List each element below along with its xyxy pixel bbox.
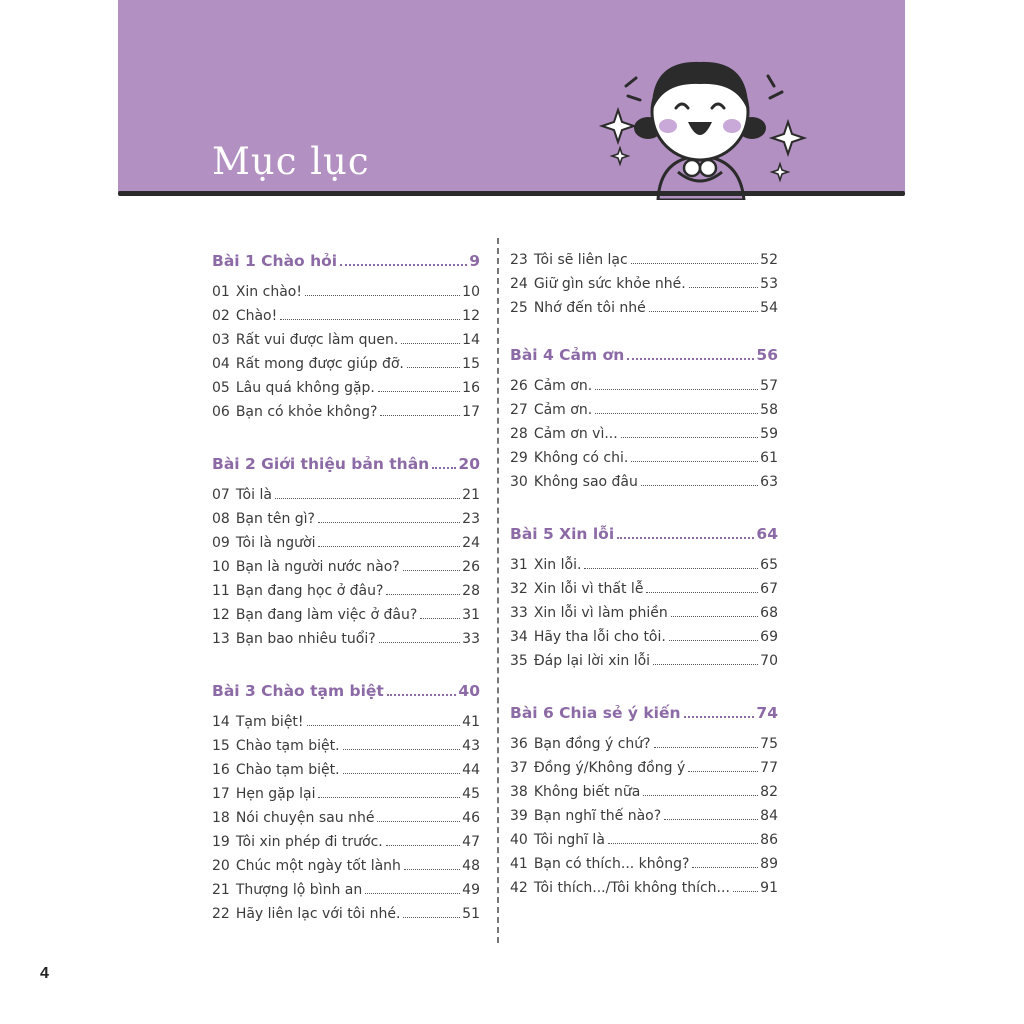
toc-entry[interactable] bbox=[212, 300, 480, 324]
toc-section bbox=[510, 338, 778, 490]
toc-entry[interactable] bbox=[510, 370, 778, 394]
entry-number: 35 bbox=[510, 653, 528, 669]
entry-number: 24 bbox=[510, 276, 528, 292]
toc-entry[interactable] bbox=[510, 418, 778, 442]
entry-title: Tôi là người bbox=[235, 535, 316, 551]
toc-entry[interactable] bbox=[212, 575, 480, 599]
toc-section bbox=[510, 517, 778, 669]
entry-number: 10 bbox=[212, 559, 230, 575]
toc-entry[interactable] bbox=[510, 848, 778, 872]
entry-page: 44 bbox=[462, 762, 480, 778]
dot-leader bbox=[380, 415, 460, 416]
entry-page: 14 bbox=[462, 332, 480, 348]
toc-section-heading[interactable] bbox=[510, 517, 778, 543]
dot-leader bbox=[595, 413, 758, 414]
dot-leader bbox=[318, 522, 460, 523]
toc-column-right bbox=[510, 244, 778, 896]
entry-number: 06 bbox=[212, 404, 230, 420]
entry-page: 52 bbox=[760, 252, 778, 268]
entry-page: 48 bbox=[462, 858, 480, 874]
entry-title: Xin lỗi vì làm phiền bbox=[533, 605, 668, 621]
entry-page: 16 bbox=[462, 380, 480, 396]
entry-number: 19 bbox=[212, 834, 230, 850]
dot-leader bbox=[365, 893, 460, 894]
toc-entry[interactable] bbox=[212, 599, 480, 623]
toc-entry[interactable] bbox=[212, 778, 480, 802]
entry-number: 30 bbox=[510, 474, 528, 490]
entry-title: Hãy liên lạc với tôi nhé. bbox=[235, 906, 401, 922]
entry-title: Tạm biệt! bbox=[235, 714, 304, 730]
entry-number: 13 bbox=[212, 631, 230, 647]
section-title: Bài 1 Chào hỏi bbox=[212, 252, 338, 270]
dot-leader bbox=[627, 358, 754, 360]
entry-number: 16 bbox=[212, 762, 230, 778]
entry-number: 42 bbox=[510, 880, 528, 896]
entry-title: Bạn có khỏe không? bbox=[235, 404, 378, 420]
entry-title: Bạn nghĩ thế nào? bbox=[533, 808, 662, 824]
entry-number: 40 bbox=[510, 832, 528, 848]
entry-title: Không sao đâu bbox=[533, 474, 638, 490]
toc-entry[interactable] bbox=[510, 549, 778, 573]
entry-page: 53 bbox=[760, 276, 778, 292]
entry-number: 29 bbox=[510, 450, 528, 466]
entry-page: 17 bbox=[462, 404, 480, 420]
dot-leader bbox=[684, 716, 755, 718]
toc-entry[interactable] bbox=[510, 597, 778, 621]
dot-leader bbox=[403, 917, 460, 918]
entry-title: Tôi nghĩ là bbox=[533, 832, 605, 848]
entry-number: 34 bbox=[510, 629, 528, 645]
entry-page: 28 bbox=[462, 583, 480, 599]
entry-number: 07 bbox=[212, 487, 230, 503]
dot-leader bbox=[631, 461, 758, 462]
dot-leader bbox=[649, 311, 758, 312]
dot-leader bbox=[631, 263, 758, 264]
dot-leader bbox=[617, 537, 754, 539]
toc-entry[interactable] bbox=[212, 874, 480, 898]
section-page: 40 bbox=[458, 682, 480, 700]
entry-title: Rất vui được làm quen. bbox=[235, 332, 399, 348]
dot-leader bbox=[343, 749, 461, 750]
entry-page: 89 bbox=[760, 856, 778, 872]
section-title: Bài 5 Xin lỗi bbox=[510, 525, 615, 543]
toc-entry[interactable] bbox=[510, 645, 778, 669]
entry-title: Cảm ơn. bbox=[533, 378, 593, 394]
dot-leader bbox=[404, 869, 460, 870]
dot-leader bbox=[407, 367, 460, 368]
cheerful-girl-mascot-icon bbox=[588, 30, 813, 200]
entry-title: Rất mong được giúp đỡ. bbox=[235, 356, 404, 372]
toc-entry[interactable] bbox=[212, 396, 480, 420]
toc-entry[interactable] bbox=[212, 551, 480, 575]
column-divider bbox=[497, 238, 499, 943]
entry-title: Bạn bao nhiêu tuổi? bbox=[235, 631, 376, 647]
entry-number: 17 bbox=[212, 786, 230, 802]
dot-leader bbox=[377, 821, 460, 822]
dot-leader bbox=[621, 437, 758, 438]
dot-leader bbox=[386, 845, 460, 846]
dot-leader bbox=[343, 773, 461, 774]
toc-entry[interactable] bbox=[212, 348, 480, 372]
section-page: 74 bbox=[756, 704, 778, 722]
entry-number: 39 bbox=[510, 808, 528, 824]
dot-leader bbox=[386, 594, 460, 595]
sparkle-icon bbox=[612, 148, 628, 164]
entry-title: Tôi là bbox=[235, 487, 272, 503]
entry-page: 59 bbox=[760, 426, 778, 442]
entry-number: 18 bbox=[212, 810, 230, 826]
entry-page: 77 bbox=[760, 760, 778, 776]
dot-leader bbox=[689, 287, 758, 288]
toc-entry[interactable] bbox=[510, 268, 778, 292]
entry-title: Tôi thích.../Tôi không thích... bbox=[533, 880, 730, 896]
entry-number: 38 bbox=[510, 784, 528, 800]
entry-title: Chào! bbox=[235, 308, 278, 324]
sparkle-icon bbox=[602, 110, 634, 142]
book-page bbox=[118, 0, 905, 1024]
entry-page: 46 bbox=[462, 810, 480, 826]
dot-leader bbox=[671, 616, 758, 617]
toc-section-continued bbox=[510, 244, 778, 316]
toc-section-heading[interactable] bbox=[212, 674, 480, 700]
entry-number: 26 bbox=[510, 378, 528, 394]
entry-title: Bạn có thích... không? bbox=[533, 856, 690, 872]
entry-title: Giữ gìn sức khỏe nhé. bbox=[533, 276, 686, 292]
dot-leader bbox=[688, 771, 758, 772]
section-title: Bài 3 Chào tạm biệt bbox=[212, 682, 384, 700]
dot-leader bbox=[432, 467, 456, 469]
dot-leader bbox=[692, 867, 758, 868]
toc-entry[interactable] bbox=[510, 466, 778, 490]
entry-title: Xin chào! bbox=[235, 284, 302, 300]
entry-page: 10 bbox=[462, 284, 480, 300]
toc-entry[interactable] bbox=[510, 872, 778, 896]
entry-page: 68 bbox=[760, 605, 778, 621]
entry-page: 23 bbox=[462, 511, 480, 527]
section-page: 64 bbox=[756, 525, 778, 543]
entry-page: 58 bbox=[760, 402, 778, 418]
dot-leader bbox=[584, 568, 758, 569]
section-page: 20 bbox=[458, 455, 480, 473]
entry-number: 04 bbox=[212, 356, 230, 372]
entry-title: Bạn đang học ở đâu? bbox=[235, 583, 384, 599]
entry-number: 36 bbox=[510, 736, 528, 752]
dot-leader bbox=[387, 694, 457, 696]
entry-number: 03 bbox=[212, 332, 230, 348]
toc-entry[interactable] bbox=[212, 527, 480, 551]
toc-section bbox=[212, 674, 480, 922]
section-page: 56 bbox=[756, 346, 778, 364]
section-title: Bài 6 Chia sẻ ý kiến bbox=[510, 704, 681, 722]
entry-page: 49 bbox=[462, 882, 480, 898]
entry-page: 82 bbox=[760, 784, 778, 800]
entry-title: Bạn tên gì? bbox=[235, 511, 315, 527]
entry-title: Hẹn gặp lại bbox=[235, 786, 316, 802]
entry-page: 67 bbox=[760, 581, 778, 597]
entry-number: 12 bbox=[212, 607, 230, 623]
entry-number: 09 bbox=[212, 535, 230, 551]
entry-number: 20 bbox=[212, 858, 230, 874]
dot-leader bbox=[379, 642, 461, 643]
section-title: Bài 4 Cảm ơn bbox=[510, 346, 625, 364]
toc-section bbox=[510, 696, 778, 896]
entry-page: 43 bbox=[462, 738, 480, 754]
entry-number: 33 bbox=[510, 605, 528, 621]
entry-page: 65 bbox=[760, 557, 778, 573]
dot-leader bbox=[307, 725, 461, 726]
entry-page: 51 bbox=[462, 906, 480, 922]
entry-page: 63 bbox=[760, 474, 778, 490]
dot-leader bbox=[318, 797, 460, 798]
section-title: Bài 2 Giới thiệu bản thân bbox=[212, 455, 430, 473]
toc-entry[interactable] bbox=[212, 826, 480, 850]
toc-column-left bbox=[212, 244, 480, 922]
dot-leader bbox=[643, 795, 758, 796]
dot-leader bbox=[378, 391, 460, 392]
entry-page: 70 bbox=[760, 653, 778, 669]
header-underline bbox=[118, 191, 905, 196]
entry-number: 25 bbox=[510, 300, 528, 316]
entry-title: Xin lỗi. bbox=[533, 557, 582, 573]
entry-number: 41 bbox=[510, 856, 528, 872]
dot-leader bbox=[641, 485, 758, 486]
entry-page: 24 bbox=[462, 535, 480, 551]
dot-leader bbox=[664, 819, 758, 820]
dot-leader bbox=[420, 618, 460, 619]
dot-leader bbox=[595, 389, 758, 390]
toc-entry[interactable] bbox=[510, 442, 778, 466]
entry-page: 12 bbox=[462, 308, 480, 324]
header-banner bbox=[118, 0, 905, 192]
toc-entry[interactable] bbox=[212, 802, 480, 826]
dot-leader bbox=[275, 498, 460, 499]
entry-page: 61 bbox=[760, 450, 778, 466]
entry-page: 45 bbox=[462, 786, 480, 802]
toc-section-heading[interactable] bbox=[510, 696, 778, 722]
dot-leader bbox=[403, 570, 460, 571]
entry-number: 28 bbox=[510, 426, 528, 442]
entry-number: 31 bbox=[510, 557, 528, 573]
entry-page: 86 bbox=[760, 832, 778, 848]
dot-leader bbox=[340, 264, 467, 266]
dot-leader bbox=[280, 319, 460, 320]
entry-title: Không biết nữa bbox=[533, 784, 641, 800]
entry-page: 91 bbox=[760, 880, 778, 896]
toc-entry[interactable] bbox=[212, 898, 480, 922]
entry-title: Nói chuyện sau nhé bbox=[235, 810, 375, 826]
entry-number: 14 bbox=[212, 714, 230, 730]
entry-number: 32 bbox=[510, 581, 528, 597]
entry-page: 31 bbox=[462, 607, 480, 623]
toc-entry[interactable] bbox=[510, 728, 778, 752]
dot-leader bbox=[733, 891, 758, 892]
entry-title: Đồng ý/Không đồng ý bbox=[533, 760, 686, 776]
entry-page: 15 bbox=[462, 356, 480, 372]
toc-entry[interactable] bbox=[212, 850, 480, 874]
sparkle-icon bbox=[772, 122, 804, 154]
toc-section bbox=[212, 244, 480, 420]
entry-page: 75 bbox=[760, 736, 778, 752]
entry-title: Cảm ơn. bbox=[533, 402, 593, 418]
entry-title: Nhớ đến tôi nhé bbox=[533, 300, 646, 316]
dot-leader bbox=[653, 664, 758, 665]
toc-entry[interactable] bbox=[510, 244, 778, 268]
dot-leader bbox=[654, 747, 759, 748]
entry-number: 27 bbox=[510, 402, 528, 418]
toc-entry[interactable] bbox=[510, 800, 778, 824]
entry-number: 22 bbox=[212, 906, 230, 922]
toc-entry[interactable] bbox=[212, 324, 480, 348]
toc-entry[interactable] bbox=[212, 754, 480, 778]
entry-number: 02 bbox=[212, 308, 230, 324]
entry-page: 84 bbox=[760, 808, 778, 824]
page-title: Mục lục bbox=[212, 140, 370, 183]
toc-entry[interactable] bbox=[212, 503, 480, 527]
toc-entry[interactable] bbox=[510, 621, 778, 645]
dot-leader bbox=[646, 592, 758, 593]
toc-entry[interactable] bbox=[212, 730, 480, 754]
entry-title: Lâu quá không gặp. bbox=[235, 380, 375, 396]
toc-entry[interactable] bbox=[510, 573, 778, 597]
dot-leader bbox=[401, 343, 460, 344]
toc-entry[interactable] bbox=[212, 372, 480, 396]
entry-page: 57 bbox=[760, 378, 778, 394]
entry-number: 08 bbox=[212, 511, 230, 527]
dot-leader bbox=[318, 546, 460, 547]
entry-number: 23 bbox=[510, 252, 528, 268]
section-page: 9 bbox=[469, 252, 480, 270]
sparkle-icon bbox=[772, 164, 788, 180]
page-number: 4 bbox=[40, 965, 49, 982]
entry-title: Chào tạm biệt. bbox=[235, 738, 340, 754]
entry-page: 33 bbox=[462, 631, 480, 647]
dot-leader bbox=[669, 640, 758, 641]
entry-title: Bạn là người nước nào? bbox=[235, 559, 400, 575]
toc-entry[interactable] bbox=[510, 394, 778, 418]
entry-page: 41 bbox=[462, 714, 480, 730]
toc-section-heading[interactable] bbox=[212, 447, 480, 473]
toc-section-heading[interactable] bbox=[212, 244, 480, 270]
entry-title: Tôi xin phép đi trước. bbox=[235, 834, 383, 850]
entry-title: Chúc một ngày tốt lành bbox=[235, 858, 401, 874]
toc-entry[interactable] bbox=[510, 292, 778, 316]
entry-number: 11 bbox=[212, 583, 230, 599]
entry-title: Xin lỗi vì thất lễ bbox=[533, 581, 644, 597]
entry-title: Bạn đang làm việc ở đâu? bbox=[235, 607, 418, 623]
toc-entry[interactable] bbox=[510, 776, 778, 800]
entry-page: 69 bbox=[760, 629, 778, 645]
entry-page: 47 bbox=[462, 834, 480, 850]
toc-section bbox=[212, 447, 480, 647]
toc-entry[interactable] bbox=[212, 479, 480, 503]
entry-title: Thượng lộ bình an bbox=[235, 882, 363, 898]
toc-entry[interactable] bbox=[510, 824, 778, 848]
entry-number: 01 bbox=[212, 284, 230, 300]
entry-number: 37 bbox=[510, 760, 528, 776]
toc-entry[interactable] bbox=[212, 623, 480, 647]
entry-page: 21 bbox=[462, 487, 480, 503]
entry-title: Chào tạm biệt. bbox=[235, 762, 340, 778]
dot-leader bbox=[305, 295, 460, 296]
entry-page: 54 bbox=[760, 300, 778, 316]
entry-page: 26 bbox=[462, 559, 480, 575]
entry-title: Tôi sẽ liên lạc bbox=[533, 252, 628, 268]
entry-title: Cảm ơn vì... bbox=[533, 426, 618, 442]
toc-entry[interactable] bbox=[212, 276, 480, 300]
entry-title: Bạn đồng ý chứ? bbox=[533, 736, 651, 752]
toc-entry[interactable] bbox=[212, 706, 480, 730]
entry-number: 15 bbox=[212, 738, 230, 754]
entry-title: Hãy tha lỗi cho tôi. bbox=[533, 629, 666, 645]
entry-number: 05 bbox=[212, 380, 230, 396]
dot-leader bbox=[608, 843, 758, 844]
entry-title: Không có chi. bbox=[533, 450, 629, 466]
toc-entry[interactable] bbox=[510, 752, 778, 776]
entry-title: Đáp lại lời xin lỗi bbox=[533, 653, 651, 669]
toc-section-heading[interactable] bbox=[510, 338, 778, 364]
entry-number: 21 bbox=[212, 882, 230, 898]
